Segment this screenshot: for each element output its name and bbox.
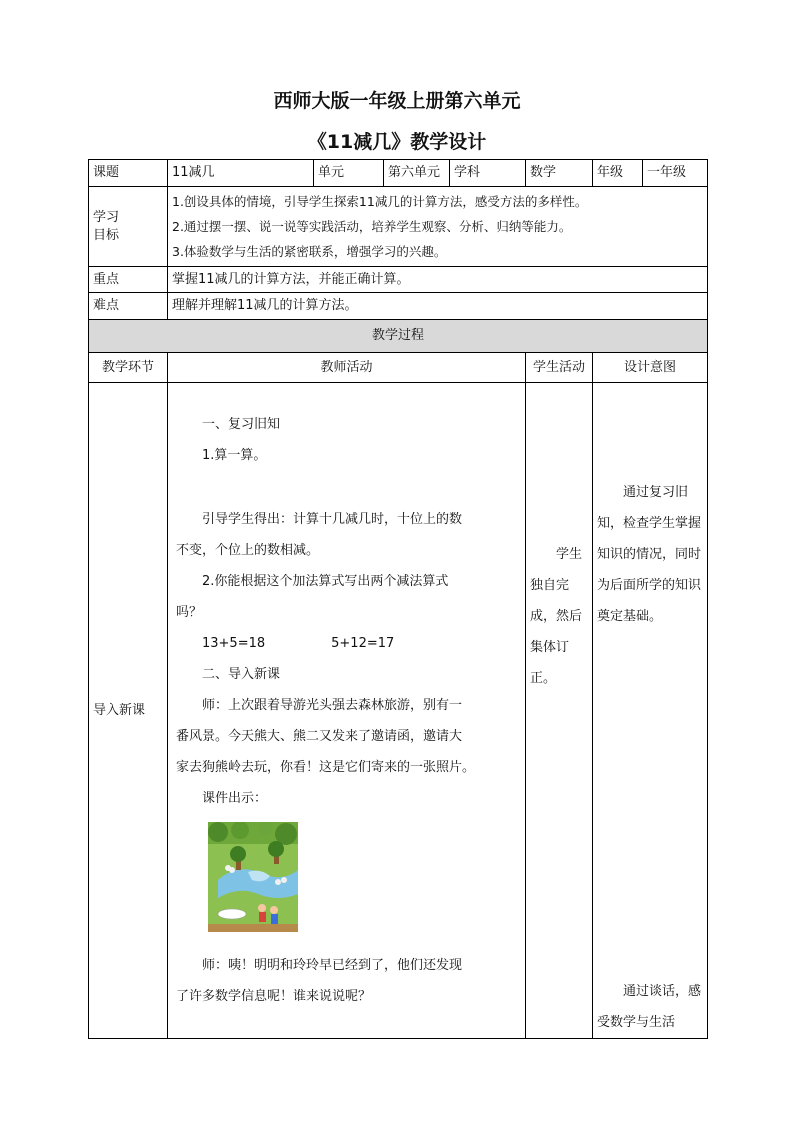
topic-label: 课题 bbox=[89, 160, 168, 187]
goals-row bbox=[89, 187, 708, 267]
difficulty-row bbox=[89, 293, 708, 320]
goal-item: 2.通过摆一摆、说一说等实践活动，培养学生观察、分析、归纳等能力。 bbox=[172, 219, 572, 234]
key-point-label: 重点 bbox=[89, 267, 168, 293]
teacher-para: 课件出示： bbox=[202, 791, 268, 807]
teacher-para: 1.算一算。 bbox=[202, 448, 267, 464]
info-row bbox=[89, 160, 708, 187]
teacher-para: 一、复习旧知 bbox=[202, 417, 281, 433]
subject-value: 数学 bbox=[526, 160, 593, 187]
design-intent-text-2: 通过谈话，感受数学与生活 bbox=[597, 984, 702, 1030]
key-point-value: 掌握11减几的计算方法，并能正确计算。 bbox=[168, 267, 708, 293]
col-teacher-header: 教师活动 bbox=[168, 353, 526, 383]
equations-line bbox=[172, 628, 521, 659]
intro-row bbox=[89, 383, 708, 1039]
unit-value: 第六单元 bbox=[384, 160, 450, 187]
goals-label-line1: 学习 bbox=[93, 209, 120, 225]
process-header: 教学过程 bbox=[89, 320, 708, 353]
goals-label-line2: 目标 bbox=[93, 227, 120, 243]
teacher-para: 不变，个位上的数相减。 bbox=[176, 543, 320, 559]
grade-value: 一年级 bbox=[643, 160, 708, 187]
goal-item: 1.创设具体的情境，引导学生探索11减几的计算方法，感受方法的多样性。 bbox=[172, 194, 588, 209]
document-subtitle: 《11减几》教学设计 bbox=[307, 131, 487, 153]
key-point-row bbox=[89, 267, 708, 293]
difficulty-value: 理解并理解11减几的计算方法。 bbox=[168, 293, 708, 320]
forest-scene-image bbox=[208, 822, 298, 932]
teacher-activity bbox=[168, 383, 526, 1039]
teacher-para: 引导学生得出：计算十几减几时，十位上的数 bbox=[202, 512, 463, 528]
subject-label: 学科 bbox=[450, 160, 526, 187]
equation-1: 13+5=18 bbox=[202, 636, 266, 652]
goals-label bbox=[89, 187, 168, 267]
teacher-para: 了许多数学信息呢！谁来说说呢？ bbox=[176, 988, 372, 1004]
column-header-row bbox=[89, 353, 708, 383]
topic-value: 11减几 bbox=[168, 160, 314, 187]
goals-content bbox=[168, 187, 708, 267]
grade-label: 年级 bbox=[593, 160, 643, 187]
document-title: 西师大版一年级上册第六单元 bbox=[273, 90, 521, 112]
teacher-para: 2.你能根据这个加法算式写出两个减法算式 bbox=[202, 574, 449, 590]
col-intent-header: 设计意图 bbox=[593, 353, 708, 383]
col-student-header: 学生活动 bbox=[526, 353, 593, 383]
design-intent-text-1: 通过复习旧知，检查学生掌握知识的情况，同时为后面所学的知识奠定基础。 bbox=[597, 485, 702, 624]
process-header-row bbox=[89, 320, 708, 353]
lesson-plan-table bbox=[88, 159, 708, 1039]
teacher-para: 吗？ bbox=[176, 605, 203, 621]
goal-item: 3.体验数学与生活的紧密联系，增强学习的兴趣。 bbox=[172, 244, 447, 259]
design-intent bbox=[593, 383, 708, 1039]
difficulty-label: 难点 bbox=[89, 293, 168, 320]
col-stage-header: 教学环节 bbox=[89, 353, 168, 383]
equation-2: 5+12=17 bbox=[331, 636, 395, 652]
teacher-para: 师：上次跟着导游光头强去森林旅游，别有一 bbox=[202, 698, 463, 714]
teacher-para: 家去狗熊岭去玩，你看！这是它们寄来的一张照片。 bbox=[176, 760, 476, 776]
teacher-para: 番风景。今天熊大、熊二又发来了邀请函，邀请大 bbox=[176, 729, 463, 745]
unit-label: 单元 bbox=[314, 160, 384, 187]
student-activity bbox=[526, 383, 593, 1039]
teacher-para: 二、导入新课 bbox=[202, 667, 281, 683]
teacher-para: 师：咦！明明和玲玲早已经到了，他们还发现 bbox=[202, 957, 463, 973]
stage-intro: 导入新课 bbox=[89, 383, 168, 1039]
student-activity-text: 学生独自完成，然后集体订正。 bbox=[530, 547, 583, 686]
blank-space bbox=[172, 471, 521, 504]
